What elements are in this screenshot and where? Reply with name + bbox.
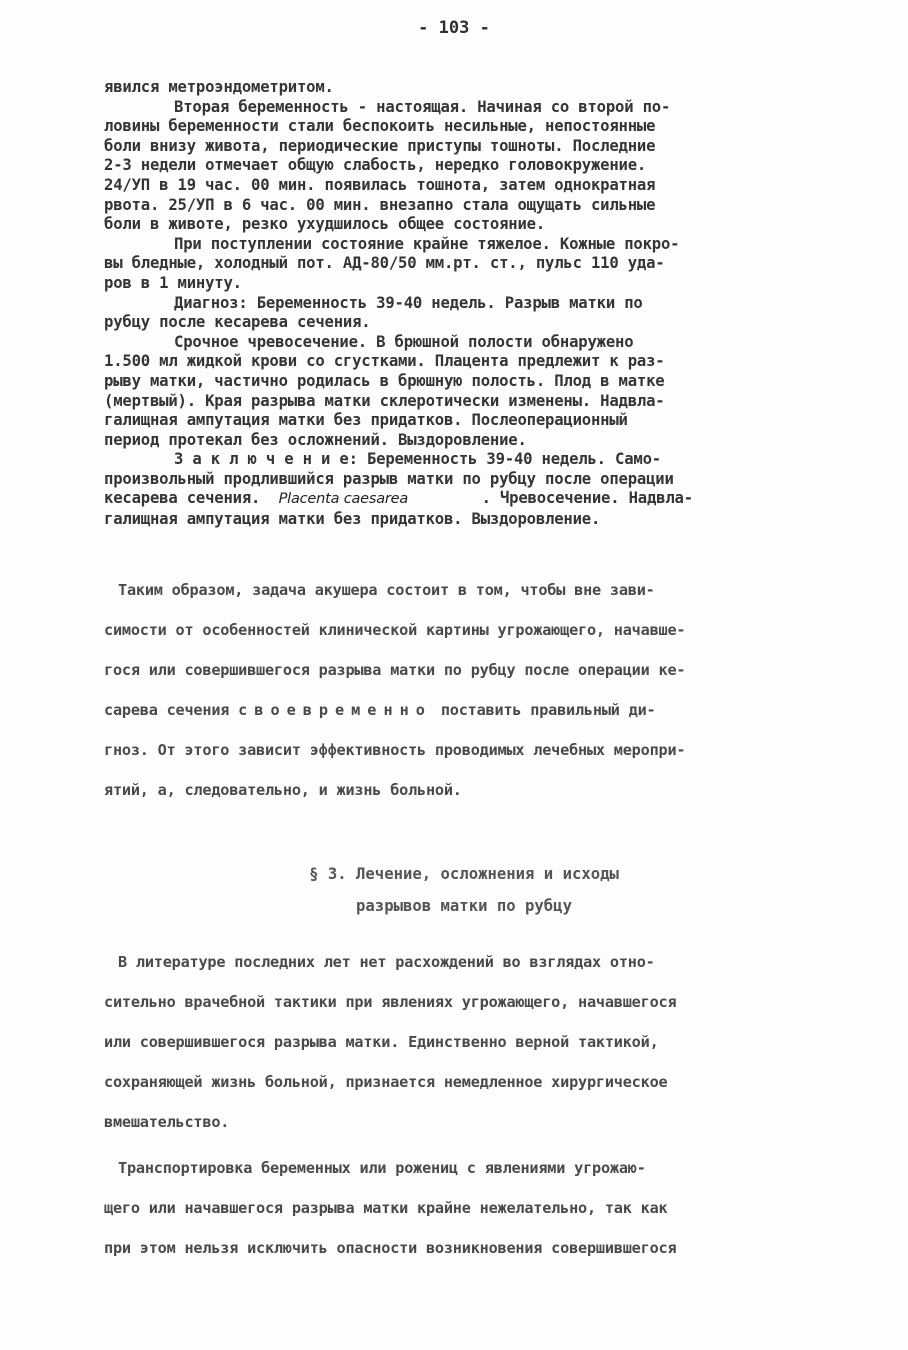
paragraph-conclusion <box>104 570 864 810</box>
case-line: 2-3 недели отмечает общую слабость, нередко головокружение. <box>104 156 647 175</box>
case-line: 1.500 мл жидкой крови со сгустками. Плацента предлежит к раз- <box>104 352 665 371</box>
text-line <box>104 690 864 730</box>
case-line: 24/УП в 19 час. 00 мин. появилась тошнота, затем однократная <box>104 175 656 194</box>
text-line: ятий, а, следовательно, и жизнь больной. <box>104 781 462 799</box>
case-line: галищная ампутация матки без придатков. Послеоперационный <box>104 411 628 430</box>
diagnosis-line: Диагноз: Беременность 39-40 недель. Разрыв матки по <box>174 293 643 312</box>
case-line: рвота. 25/УП в 6 час. 00 мин. внезапно стала ощущать сильные <box>104 195 656 214</box>
section-heading <box>0 858 908 922</box>
text-line: при этом нельзя исключить опасности возникновения совершившегося <box>104 1239 677 1257</box>
text-line: или совершившегося разрыва матки. Единственно верной тактикой, <box>104 1033 659 1051</box>
case-line: рубцу после кесарева сечения. <box>104 313 371 332</box>
conclusion-text: Беременность 39-40 недель. Само- <box>357 450 661 469</box>
case-line-part: . Чревосечение. Надвла- <box>408 489 693 508</box>
paragraph-transport <box>104 1148 864 1268</box>
case-line: боли внизу живота, периодические приступы тошноты. Последние <box>104 136 656 155</box>
text-line: гося или совершившегося разрыва матки по рубцу после операции ке- <box>104 661 686 679</box>
paragraph-literature <box>104 942 864 1142</box>
emphasized-word: своевременно <box>238 701 432 719</box>
conclusion-label: З а к л ю ч е н и е: <box>174 450 358 469</box>
case-line-part: кесарева сечения. <box>104 489 279 508</box>
conclusion-line <box>104 450 864 470</box>
text-line: симости от особенностей клинической картины угрожающего, начавше- <box>104 621 686 639</box>
text-line: сительно врачебной тактики при явлениях угрожающего, начавшегося <box>104 993 677 1011</box>
case-line: вы бледные, холодный пот. АД-80/50 мм.рт. ст., пульс 110 уда- <box>104 254 665 273</box>
case-line: явился метроэндометритом. <box>104 78 334 96</box>
text-line: щего или начавшегося разрыва матки крайне нежелательно, так как <box>104 1199 668 1217</box>
case-report <box>104 78 864 530</box>
case-line: (мертвый). Края разрыва матки склеротически изменены. Надвла- <box>104 391 665 410</box>
page-number: - 103 - <box>418 18 490 38</box>
case-line: произвольный продлившийся разрыв матки по рубцу после операции <box>104 469 674 488</box>
handwritten-insertion: Placenta caesarea <box>278 491 409 508</box>
case-line: Срочное чревосечение. В брюшной полости обнаружено <box>174 332 634 351</box>
case-line: При поступлении состояние крайне тяжелое. Кожные покро- <box>174 234 680 253</box>
text-part: сарева сечения <box>104 701 239 719</box>
text-part: поставить правильный ди- <box>431 701 656 719</box>
text-line: вмешательство. <box>104 1113 230 1131</box>
text-line: Таким образом, задача акушера состоит в том, чтобы вне зави- <box>118 581 655 599</box>
case-line: боли в животе, резко ухудшилось общее состояние. <box>104 215 546 234</box>
case-line: ловины беременности стали беспокоить несильные, непостоянные <box>104 117 656 136</box>
text-line: Транспортировка беременных или рожениц с явлениями угрожаю- <box>118 1159 646 1177</box>
text-line: гноз. От этого зависит эффективность проводимых лечебных меропри- <box>104 741 686 759</box>
case-line: Вторая беременность - настоящая. Начиная со второй по- <box>174 97 671 116</box>
text-line: В литературе последних лет нет расхождений во взглядах отно- <box>118 953 655 971</box>
case-line <box>104 489 864 510</box>
heading-line: § 3. Лечение, осложнения и исходы <box>309 865 619 883</box>
case-line: период протекал без осложнений. Выздоровление. <box>104 430 527 449</box>
text-line: сохраняющей жизнь больной, признается немедленное хирургическое <box>104 1073 668 1091</box>
case-line: рыву матки, частично родилась в брюшную полость. Плод в матке <box>104 371 665 390</box>
case-line: ров в 1 минуту. <box>104 273 242 292</box>
case-line: галищная ампутация матки без придатков. Выздоровление. <box>104 510 601 529</box>
heading-line: разрывов матки по рубцу <box>356 897 572 915</box>
